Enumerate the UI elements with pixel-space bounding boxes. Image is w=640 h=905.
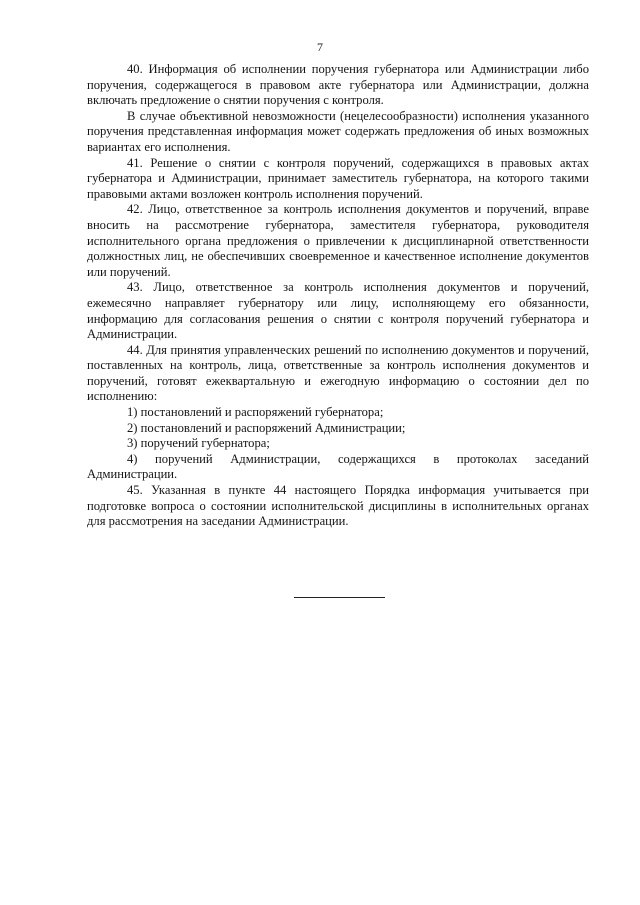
list-item: 1) постановлений и распоряжений губернатора; — [127, 405, 384, 420]
paragraph-43: 43. Лицо, ответственное за контроль исполнения документов и поручений, ежемесячно направляет губернатору или лицу, исполняющему его обязанности, информацию для согласования решения о снятии с контроля поручений губернатора и Администрации. — [87, 280, 589, 342]
list-item: 3) поручений губернатора; — [127, 436, 270, 451]
paragraph-41: 41. Решение о снятии с контроля поручений, содержащихся в правовых актах губернатора и Администрации, принимает заместитель губернатора, на которого такими правовыми актами возложен контроль исполнения поручений. — [87, 155, 589, 201]
page-number: 7 — [317, 40, 323, 54]
paragraph-44: 44. Для принятия управленческих решений по исполнению документов и поручений, поставленных на контроль, лица, ответственные за контроль исполнения документов и поручений, готовят ежеквартальную и ежегодную информацию о состоянии дел по исполнению: — [87, 342, 589, 404]
list-item: 2) постановлений и распоряжений Администрации; — [127, 420, 406, 435]
paragraph-45: 45. Указанная в пункте 44 настоящего Порядка информация учитывается при подготовке вопроса о состоянии исполнительской дисциплины в исполнительных органах для рассмотрения на заседании Администрации. — [87, 483, 589, 529]
list-item: 4) поручений Администрации, содержащихся в протоколах заседаний Администрации. — [87, 451, 589, 482]
paragraph-42: 42. Лицо, ответственное за контроль исполнения документов и поручений, вправе вносить на рассмотрение губернатора, заместителя губернатора, руководителя исполнительного органа предложения о привлечении к дисциплинарной ответственности должностных лиц, не обеспечивших своевременное и качественное исполнение документов или поручений. — [87, 202, 589, 279]
paragraph-40-continuation: В случае объективной невозможности (нецелесообразности) исполнения указанного поручения представленная информация может содержать предложения об иных возможных вариантах его исполнения. — [87, 108, 589, 154]
document-body — [87, 62, 589, 530]
end-of-document-rule — [294, 597, 385, 598]
paragraph-40: 40. Информация об исполнении поручения губернатора или Администрации либо поручения, содержащегося в правовом акте губернатора или Администрации, должна включать предложение о снятии поручения с контроля. — [87, 62, 589, 108]
